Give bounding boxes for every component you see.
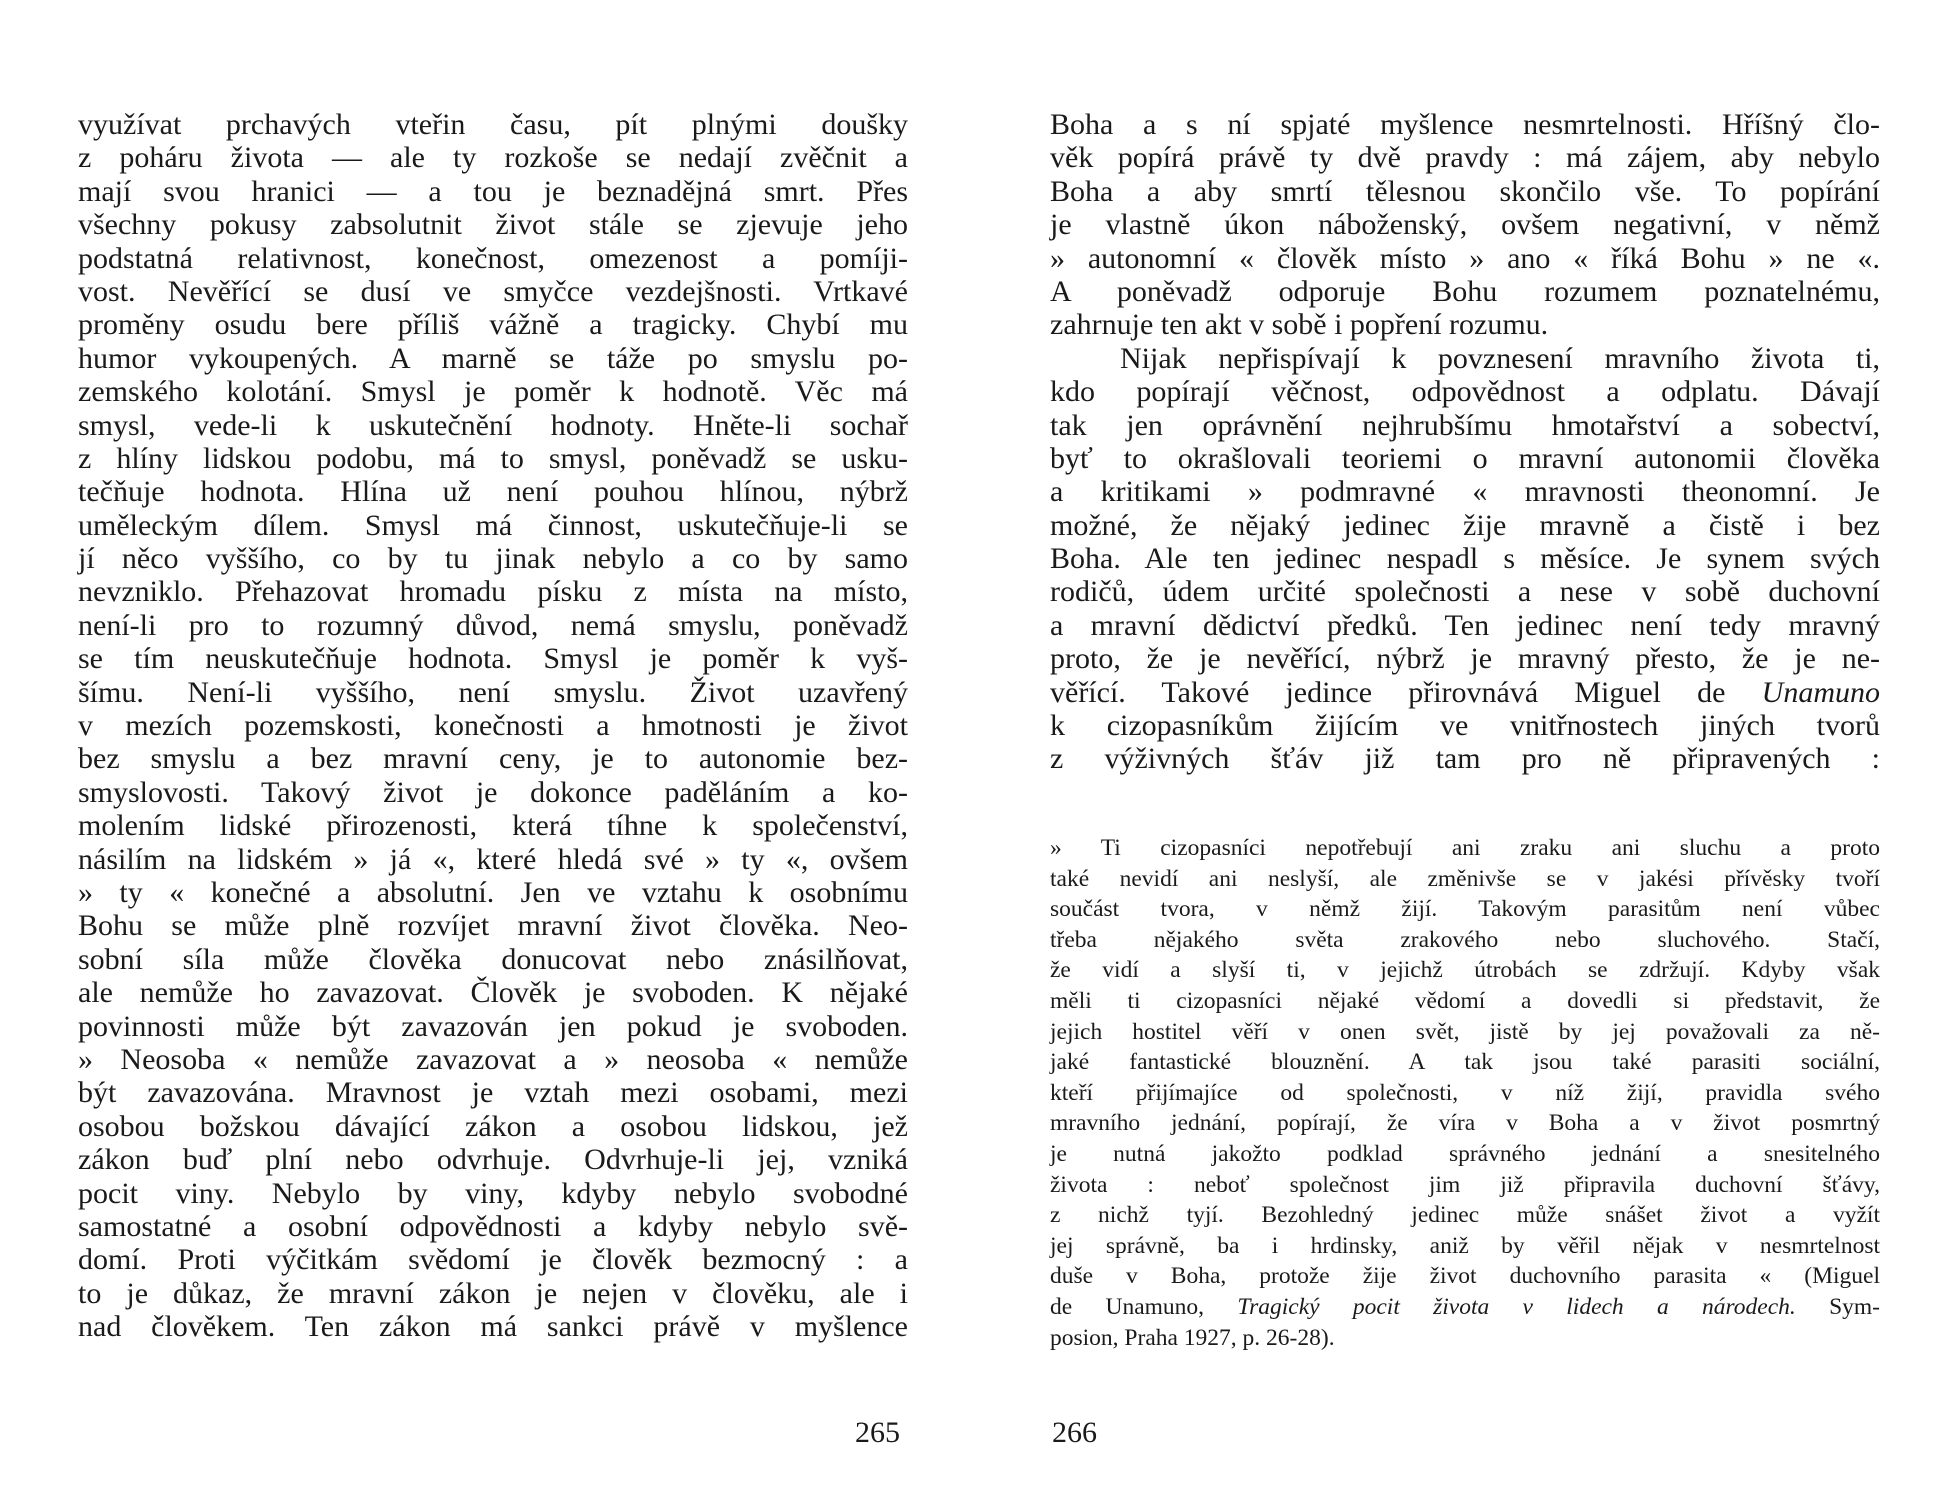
right-text-line: věk popírá právě ty dvě pravdy : má zájem, aby nebylo	[1050, 141, 1880, 175]
right-text-line: zahrnuje ten akt v sobě i popření rozumu.	[1050, 308, 1549, 342]
left-text-line: se tím neuskutečňuje hodnota. Smysl je poměr k vyš-	[78, 642, 908, 676]
left-text-line: sobní síla může člověka donucovat nebo znásilňovat,	[78, 942, 908, 976]
right-text-line: z výživných šťáv již tam pro ně připravených :	[1050, 742, 1880, 776]
quote-line: života : neboť společnost jim již připravila duchovní šťávy,	[1050, 1171, 1880, 1198]
page-number-right: 266	[1052, 1416, 1097, 1449]
quote-line: jej správně, ba i hrdinsky, aniž by věřil nějak v nesmrtelnost	[1050, 1232, 1880, 1259]
quote-line: je nutná jakožto podklad správného jednání a snesitelného	[1050, 1140, 1880, 1167]
left-text-line: jí něco vyššího, co by tu jinak nebylo a co by samo	[78, 542, 908, 576]
author-name-italic: Unamuno	[1761, 675, 1880, 709]
quote-line: jejich hostitel věří v onen svět, jistě by jej považovali za ně-	[1050, 1018, 1880, 1045]
left-text-line: tečňuje hodnota. Hlína už není pouhou hlínou, nýbrž	[78, 475, 908, 509]
right-text-line: Nijak nepřispívají k povznesení mravního života ti,	[1120, 341, 1880, 375]
left-text-line: nevzniklo. Přehazovat hromadu písku z místa na místo,	[78, 575, 908, 609]
left-text-line: to je důkaz, že mravní zákon je nejen v člověku, ale i	[78, 1276, 908, 1310]
quote-line: posion, Praha 1927, p. 26-28).	[1050, 1324, 1335, 1351]
right-text-line: Boha. Ale ten jedinec nespadl s měsíce. Je synem svých	[1050, 542, 1880, 576]
right-text-line: možné, že nějaký jedinec žije mravně a čistě i bez	[1050, 508, 1880, 542]
right-text-line: kdo popírají věčnost, odpovědnost a odplatu. Dávají	[1050, 375, 1880, 409]
right-page	[1050, 108, 1880, 776]
left-text-line: násilím na lidském » já «, které hledá své » ty «, ovšem	[78, 842, 908, 876]
left-text-line: Bohu se může plně rozvíjet mravní život člověka. Neo-	[78, 909, 908, 943]
quote-citation-title: Tragický pocit života v lidech a národech.	[1237, 1293, 1796, 1320]
quote-line: měli ti cizopasníci nějaké vědomí a dovedli si představit, že	[1050, 987, 1880, 1014]
left-text-line: z poháru života — ale ty rozkoše se nedají zvěčnit a	[78, 141, 908, 175]
left-text-line: proměny osudu bere příliš vážně a tragicky. Chybí mu	[78, 308, 908, 342]
right-text-line: » autonomní « člověk místo » ano « říká Bohu » ne «.	[1050, 241, 1880, 275]
quote-line: kteří přijímajíce od společnosti, v níž žijí, pravidla svého	[1050, 1079, 1880, 1106]
left-text-line: pocit viny. Nebylo by viny, kdyby nebylo svobodné	[78, 1176, 908, 1210]
left-text-line: smysl, vede-li k uskutečnění hodnoty. Hněte-li sochař	[78, 408, 908, 442]
quote-line: že vidí a slyší ti, v jejichž útrobách se zdržují. Kdyby však	[1050, 957, 1880, 984]
right-text-line: je vlastně úkon náboženský, ovšem negativní, v němž	[1050, 208, 1880, 242]
left-text-line: » Neosoba « nemůže zavazovat a » neosoba « nemůže	[78, 1042, 908, 1076]
right-text-line: Boha a aby smrtí tělesnou skončilo vše. To popírání	[1050, 174, 1880, 208]
quote-line	[1050, 1292, 1880, 1323]
right-text-line: tak jen oprávnění nejhrubšímu hmotařství a sobectví,	[1050, 408, 1880, 442]
left-text-line: povinnosti může být zavazován jen pokud je svoboden.	[78, 1009, 908, 1043]
quote-line: také nevidí ani neslyší, ale změnivše se v jakési přívěsky tvoří	[1050, 865, 1880, 892]
left-text-line: zákon buď plní nebo odvrhuje. Odvrhuje-li jej, vzniká	[78, 1143, 908, 1177]
right-text-line: k cizopasníkům žijícím ve vnitřnostech jiných tvorů	[1050, 709, 1880, 743]
left-text-line: není-li pro to rozumný důvod, nemá smyslu, poněvadž	[78, 608, 908, 642]
left-text-line: bez smyslu a bez mravní ceny, je to autonomie bez-	[78, 742, 908, 776]
page-number-left: 265	[855, 1416, 900, 1449]
left-page-text	[78, 108, 908, 1343]
left-text-line: domí. Proti výčitkám svědomí je člověk bezmocný : a	[78, 1243, 908, 1277]
left-text-line: humor vykoupených. A marně se táže po smyslu po-	[78, 341, 908, 375]
left-text-line: využívat prchavých vteřin času, pít plnými doušky	[78, 108, 908, 141]
quote-citation-suffix: Sym-	[1829, 1293, 1881, 1320]
left-text-line: samostatné a osobní odpovědnosti a kdyby nebylo svě-	[78, 1209, 908, 1243]
quote-line: třeba nějakého světa zrakového nebo sluchového. Stačí,	[1050, 926, 1880, 953]
quote-line: z nichž tyjí. Bezohledný jedinec může snášet život a vyžít	[1050, 1202, 1880, 1229]
left-text-line: být zavazována. Mravnost je vztah mezi osobami, mezi	[78, 1076, 908, 1110]
block-quote	[1050, 833, 1880, 1353]
right-page-paragraph-1	[1050, 108, 1880, 342]
right-text-line: rodičů, údem určité společnosti a nese v sobě duchovní	[1050, 575, 1880, 609]
right-text-line: Boha a s ní spjaté myšlence nesmrtelnosti. Hříšný člo-	[1050, 108, 1880, 141]
left-text-line: nad člověkem. Ten zákon má sankci právě v myšlence	[78, 1310, 908, 1344]
left-text-line: šímu. Není-li vyššího, není smyslu. Život uzavřený	[78, 675, 908, 709]
left-text-line: mají svou hranici — a tou je beznadějná smrt. Přes	[78, 174, 908, 208]
quote-line: mravního jednání, popírají, že víra v Boha a v život posmrtný	[1050, 1110, 1880, 1137]
left-page	[78, 108, 908, 1343]
right-text-line: proto, že je nevěřící, nýbrž je mravný přesto, že je ne-	[1050, 642, 1880, 676]
left-text-line: v mezích pozemskosti, konečnosti a hmotnosti je život	[78, 709, 908, 743]
left-text-line: smyslovosti. Takový život je dokonce paděláním a ko-	[78, 775, 908, 809]
right-text-line: A poněvadž odporuje Bohu rozumem poznatelnému,	[1050, 274, 1880, 308]
left-text-line: ale nemůže ho zavazovat. Člověk je svoboden. K nějaké	[78, 976, 908, 1010]
right-text-line: a kritikami » podmravné « mravnosti theonomní. Je	[1050, 475, 1880, 509]
left-text-line: všechny pokusy zabsolutnit život stále se zjevuje jeho	[78, 208, 908, 242]
line-text: věřící. Takové jedince přirovnává Miguel de	[1050, 675, 1726, 709]
right-text-line: a mravní dědictví předků. Ten jedinec není tedy mravný	[1050, 608, 1880, 642]
left-text-line: podstatná relativnost, konečnost, omezenost a pomíji-	[78, 241, 908, 275]
quote-line: součást tvora, v němž žijí. Takovým parasitům není vůbec	[1050, 896, 1880, 923]
left-text-line: vost. Nevěřící se dusí ve smyčce vezdejšnosti. Vrtkavé	[78, 274, 908, 308]
quote-line: duše v Boha, protože žije život duchovního parasita « (Miguel	[1050, 1263, 1880, 1290]
left-text-line: uměleckým dílem. Smysl má činnost, uskutečňuje-li se	[78, 508, 908, 542]
quote-citation-prefix: de Unamuno,	[1050, 1293, 1205, 1320]
quote-line: » Ti cizopasníci nepotřebují ani zraku ani sluchu a proto	[1050, 835, 1880, 861]
quote-text	[1050, 833, 1880, 1292]
right-text-line	[1050, 676, 1880, 709]
left-text-line: zemského kolotání. Smysl je poměr k hodnotě. Věc má	[78, 375, 908, 409]
left-text-line: molením lidské přirozenosti, která tíhne k společenství,	[78, 809, 908, 843]
left-text-line: z hlíny lidskou podobu, má to smysl, poněvadž se usku-	[78, 441, 908, 475]
left-text-line: osobou božskou dávající zákon a osobou lidskou, jež	[78, 1109, 908, 1143]
right-page-paragraph-2	[1050, 342, 1880, 776]
right-text-line: byť to okrašlovali teoriemi o mravní autonomii člověka	[1050, 441, 1880, 475]
left-text-line: » ty « konečné a absolutní. Jen ve vztahu k osobnímu	[78, 875, 908, 909]
quote-line: jaké fantastické blouznění. A tak jsou také parasiti sociální,	[1050, 1049, 1880, 1076]
